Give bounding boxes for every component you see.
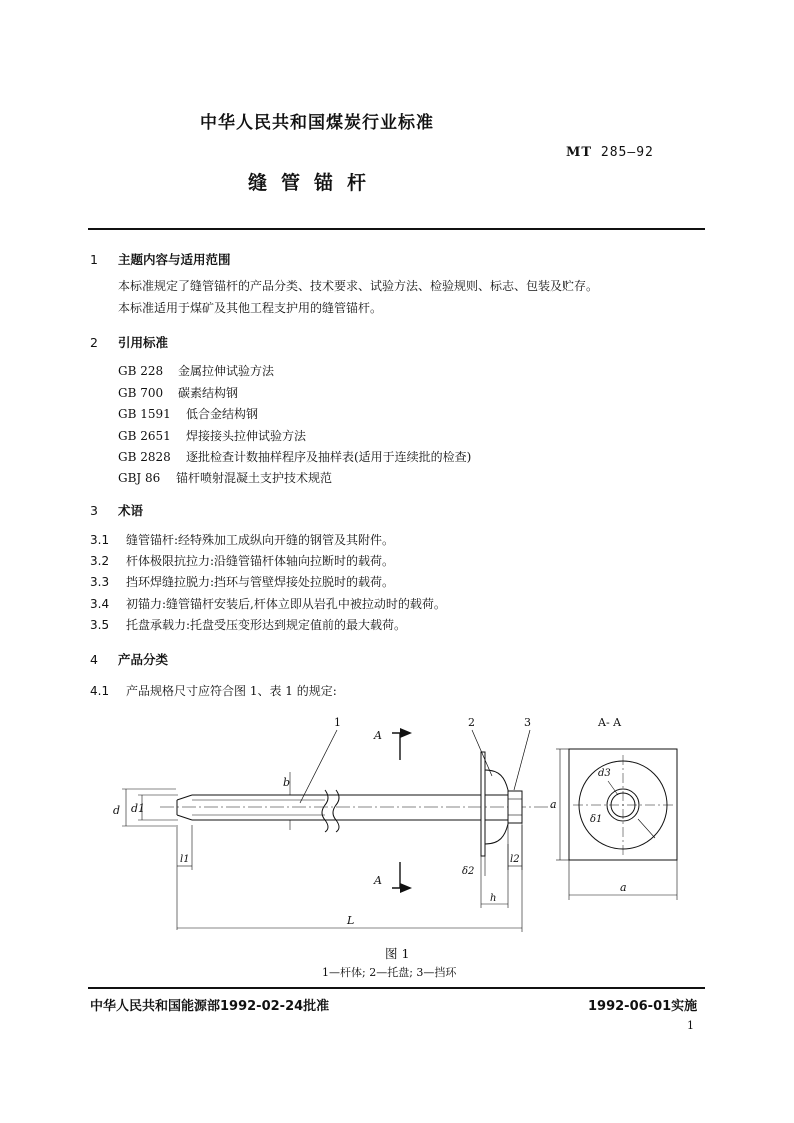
retaining-ring <box>508 791 522 823</box>
term-number: 3.1 <box>90 533 110 547</box>
reference-name: 金属拉伸试验方法 <box>178 364 275 378</box>
term-text: 杆体极限抗拉力:沿缝管锚杆体轴向拉断时的载荷。 <box>126 554 395 568</box>
dim-h: h <box>490 893 497 904</box>
reference-code: GB 700 <box>118 386 164 400</box>
dim-L: L <box>347 914 355 927</box>
callout-leader-1 <box>300 730 337 803</box>
dim-a-horizontal: a <box>620 881 627 894</box>
dim-d3: d3 <box>598 768 611 779</box>
reference-code: GB 228 <box>118 364 164 378</box>
reference-code: GB 2828 <box>118 450 171 464</box>
section-view-a-a <box>556 749 677 900</box>
standard-code: 285—92 <box>600 145 654 160</box>
term-number: 3.3 <box>90 575 110 589</box>
section-number: 1 <box>90 252 98 267</box>
cut-label-top: A <box>374 729 382 742</box>
footer-rule <box>88 987 705 989</box>
figure-legend: 1—杆体; 2—托盘; 3—挡环 <box>322 966 457 979</box>
term-text: 缝管锚杆:经特殊加工成纵向开缝的钢管及其附件。 <box>126 533 395 547</box>
term-text: 挡环焊缝拉脱力:挡环与管壁焊接处拉脱时的载荷。 <box>126 575 395 589</box>
reference-code: GB 1591 <box>118 407 171 421</box>
reference-name: 锚杆喷射混凝土支护技术规范 <box>176 471 333 485</box>
bearing-plate <box>481 752 508 856</box>
dim-delta2: δ2 <box>462 866 475 877</box>
reference-code: GB 2651 <box>118 429 171 443</box>
term-text: 初锚力:缝管锚杆安装后,杆体立即从岩孔中被拉动时的载荷。 <box>126 597 446 611</box>
section-title: 引用标准 <box>118 335 169 350</box>
effective-date: 1992-06-01实施 <box>588 999 698 1014</box>
callout-2: 2 <box>468 716 475 729</box>
section-1-paragraph-1: 本标准规定了缝管锚杆的产品分类、技术要求、试验方法、检验规则、标志、包装及贮存。 <box>118 279 599 293</box>
reference-name: 低合金结构钢 <box>186 407 259 421</box>
callout-leader-3 <box>514 730 530 790</box>
section-title: 术语 <box>118 503 144 518</box>
section-title: 主题内容与适用范围 <box>118 252 231 267</box>
dim-d1: d1 <box>131 802 146 815</box>
document-title: 缝管锚杆 <box>248 172 381 194</box>
dim-d: d <box>113 804 121 817</box>
section-number: 3 <box>90 503 98 518</box>
clause-number: 4.1 <box>90 684 110 698</box>
approval-line: 中华人民共和国能源部1992-02-24批准 <box>90 999 330 1014</box>
section-label: A- A <box>598 716 622 729</box>
term-number: 3.5 <box>90 618 110 632</box>
reference-name: 焊接接头拉伸试验方法 <box>186 429 307 443</box>
cut-label-bottom: A <box>374 874 382 887</box>
dim-b: b <box>283 776 291 789</box>
term-number: 3.4 <box>90 597 110 611</box>
dim-a-vertical: a <box>550 798 557 811</box>
standard-prefix: MT <box>566 145 593 160</box>
bolt-body <box>160 790 555 832</box>
reference-name: 碳素结构钢 <box>178 386 239 400</box>
org-title: 中华人民共和国煤炭行业标准 <box>200 113 434 133</box>
section-1-paragraph-2: 本标准适用于煤矿及其他工程支护用的缝管锚杆。 <box>118 301 383 315</box>
section-number: 4 <box>90 652 98 667</box>
callout-1: 1 <box>334 716 341 729</box>
dim-delta1: δ1 <box>590 814 603 825</box>
figure-caption: 图 1 <box>385 946 410 961</box>
reference-name: 逐批检查计数抽样程序及抽样表(适用于连续批的检查) <box>186 450 472 464</box>
dim-l2: l2 <box>510 854 520 865</box>
reference-code: GBJ 86 <box>118 471 161 485</box>
section-number: 2 <box>90 335 98 350</box>
term-text: 托盘承载力:托盘受压变形达到规定值前的最大载荷。 <box>126 618 407 632</box>
clause-text: 产品规格尺寸应符合图 1、表 1 的规定: <box>126 684 337 698</box>
dim-l1: l1 <box>180 854 190 865</box>
callout-3: 3 <box>524 716 531 729</box>
page-number: 1 <box>687 1019 694 1032</box>
section-title: 产品分类 <box>118 652 169 667</box>
term-number: 3.2 <box>90 554 110 568</box>
